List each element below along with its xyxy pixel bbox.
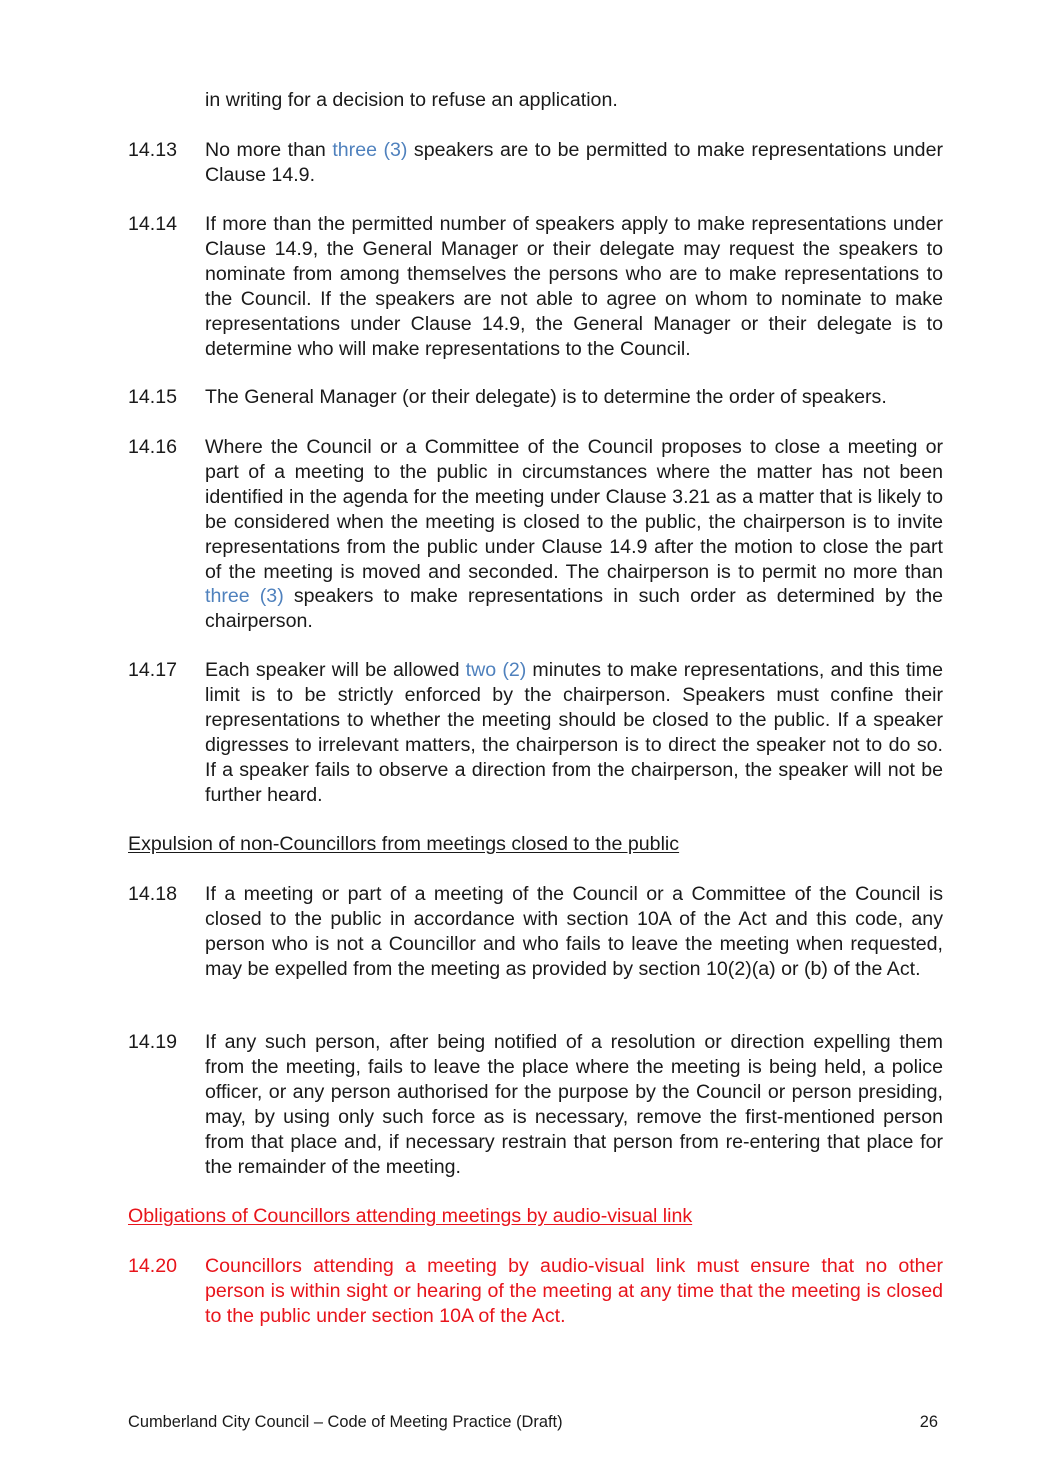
clause-14-16 <box>128 435 943 634</box>
clause-14-19 <box>128 1030 943 1179</box>
clause-number: 14.17 <box>128 659 178 681</box>
clause-14-20 <box>128 1254 943 1329</box>
clause-text-part: speakers to make representations in such order as determined by the chairperson. <box>205 585 943 633</box>
clause-text-part: No more than <box>205 139 333 161</box>
highlight-value: three (3) <box>205 585 284 608</box>
clause-text: The General Manager (or their delegate) is to determine the order of speakers. <box>205 386 887 408</box>
clause-text <box>205 138 943 188</box>
clause-number: 14.18 <box>128 883 178 905</box>
clause-text <box>205 435 943 634</box>
clause-14-17 <box>128 658 943 807</box>
clause-text: If any such person, after being notified of a resolution or direction expelling them from the meeting, fails to leave the place where the meeting is being held, a police officer, or any person authorised for the purpose by the Council or person presiding, may, by using only such force as is necessary, remove the first-mentioned person from that place and, if necessary restrain that person from re-entering that place for the remainder of the meeting. <box>205 1031 943 1178</box>
highlight-value: three (3) <box>332 139 408 161</box>
clause-14-15 <box>128 385 943 410</box>
page-footer <box>128 1411 938 1433</box>
clause-14-18 <box>128 882 943 982</box>
clause-text: If more than the permitted number of speakers apply to make representations under Clause 14.9, the General Manager or their delegate may request the speakers to nominate from among themselves the persons who are to make representations to the Council. If the speakers are not able to agree on whom to nominate to make representations under Clause 14.9, the General Manager or their delegate is to determine who will make representations to the Council. <box>205 213 943 360</box>
clause-number: 14.16 <box>128 436 178 458</box>
continuation-text: in writing for a decision to refuse an application. <box>205 89 618 111</box>
clause-text-part: minutes to make representations, and this time limit is to be strictly enforced by the chairperson. Speakers must confine their representations to whether the meeting should be closed to the public. If a speaker digresses to irrelevant matters, the chairperson is to direct the speaker not to do so. If a speaker fails to observe a direction from the chairperson, the speaker will not be further heard. <box>205 659 943 806</box>
clause-text-part: speakers are to be permitted to make representations under Clause 14.9. <box>205 139 943 186</box>
clause-text-part: Where the Council or a Committee of the Council proposes to close a meeting or part of a meeting to the public in circumstances where the matter has not been identified in the agenda for the meeting under Clause 3.21 as a matter that is likely to be considered when the meeting is closed to the public, the chairperson is to invite representations from the public under Clause 14.9 after the motion to close the part of the meeting is moved and seconded. The chairperson is to permit no more than <box>205 436 943 583</box>
clause-number: 14.20 <box>128 1255 178 1277</box>
clause-14-14 <box>128 212 943 361</box>
highlight-value: two (2) <box>465 659 527 681</box>
clause-number: 14.13 <box>128 139 178 161</box>
footer-title: Cumberland City Council – Code of Meeting Practice (Draft) <box>128 1413 563 1431</box>
clause-14-13 <box>128 138 943 188</box>
clause-number: 14.14 <box>128 213 178 235</box>
clause-text-part: Each speaker will be allowed <box>205 659 466 681</box>
clause-text: Councillors attending a meeting by audio-visual link must ensure that no other person is within sight or hearing of the meeting at any time that the meeting is closed to the public under section 10A of the Act. <box>205 1255 943 1327</box>
section-heading-obligations: Obligations of Councillors attending meetings by audio-visual link <box>128 1205 693 1227</box>
page-number: 26 <box>919 1413 938 1431</box>
clause-text <box>205 658 943 807</box>
clause-number: 14.19 <box>128 1031 178 1053</box>
clause-text: If a meeting or part of a meeting of the Council or a Committee of the Council is closed to the public in accordance with section 10A of the Act and this code, any person who is not a Councillor and who fails to leave the meeting when requested, may be expelled from the meeting as provided by section 10(2)(a) or (b) of the Act. <box>205 883 943 980</box>
section-heading-expulsion: Expulsion of non-Councillors from meetings closed to the public <box>128 833 680 855</box>
clause-number: 14.15 <box>128 386 178 408</box>
